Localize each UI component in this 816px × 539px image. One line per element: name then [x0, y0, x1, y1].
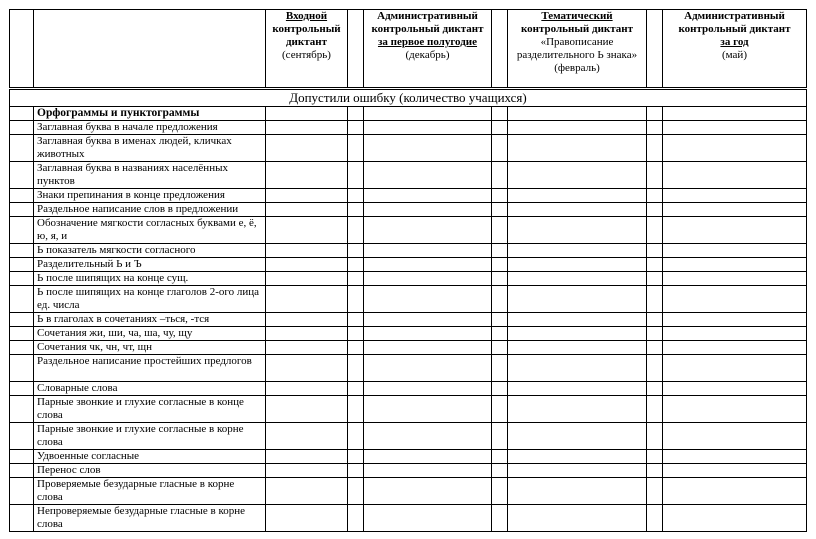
- spacer-cell: [348, 121, 364, 135]
- data-cell[interactable]: [508, 313, 647, 327]
- data-cell[interactable]: [364, 396, 492, 423]
- data-cell[interactable]: [663, 450, 807, 464]
- spacer-cell: [647, 244, 663, 258]
- row-label: Ь в глаголах в сочетаниях –ться, -тся: [34, 313, 266, 327]
- data-cell[interactable]: [364, 286, 492, 313]
- spacer-cell: [348, 355, 364, 382]
- data-cell[interactable]: [364, 107, 492, 121]
- data-cell[interactable]: [364, 505, 492, 532]
- spacer-cell: [348, 464, 364, 478]
- data-cell[interactable]: [364, 327, 492, 341]
- underlined-text: за первое полугодие: [377, 36, 478, 48]
- table-row: [10, 203, 807, 217]
- data-cell[interactable]: [266, 107, 348, 121]
- data-cell[interactable]: [663, 396, 807, 423]
- spacer-cell: [647, 327, 663, 341]
- spacer-cell: [348, 217, 364, 244]
- table-row: [10, 286, 807, 313]
- spacer-cell: [647, 396, 663, 423]
- spacer-cell: [647, 313, 663, 327]
- data-cell[interactable]: [663, 382, 807, 396]
- table-row: [10, 355, 807, 382]
- data-cell[interactable]: [663, 505, 807, 532]
- row-label: Разделительный Ь и Ъ: [34, 258, 266, 272]
- row-label: Раздельное написание слов в предложении: [34, 203, 266, 217]
- data-cell[interactable]: [266, 464, 348, 478]
- table-row: [10, 135, 807, 162]
- column-header-line: контрольный: [272, 23, 341, 35]
- data-cell[interactable]: [663, 423, 807, 450]
- data-cell[interactable]: [266, 135, 348, 162]
- row-label: Проверяемые безударные гласные в корне слова: [34, 478, 266, 505]
- spacer-cell: [348, 272, 364, 286]
- data-cell[interactable]: [508, 135, 647, 162]
- row-label: Перенос слов: [34, 464, 266, 478]
- error-analysis-table: [9, 9, 807, 532]
- index-cell: [10, 478, 34, 505]
- column-header-line: (февраль): [554, 62, 600, 74]
- data-cell[interactable]: [663, 217, 807, 244]
- row-label: Удвоенные согласные: [34, 450, 266, 464]
- spacer-cell: [647, 272, 663, 286]
- data-cell[interactable]: [266, 478, 348, 505]
- spacer-cell: [348, 382, 364, 396]
- spacer-cell: [348, 478, 364, 505]
- data-cell[interactable]: [663, 203, 807, 217]
- spacer-cell: [492, 341, 508, 355]
- data-cell[interactable]: [508, 258, 647, 272]
- data-cell[interactable]: [663, 464, 807, 478]
- data-cell[interactable]: [663, 286, 807, 313]
- column-header-line: (сентябрь): [282, 49, 331, 61]
- index-cell: [10, 450, 34, 464]
- spacer-cell: [492, 258, 508, 272]
- data-cell[interactable]: [266, 382, 348, 396]
- data-cell[interactable]: [364, 382, 492, 396]
- table-body: [10, 10, 807, 532]
- index-cell: [10, 272, 34, 286]
- data-cell[interactable]: [266, 121, 348, 135]
- index-cell: [10, 121, 34, 135]
- column-header-thematic-dictation: [508, 10, 647, 89]
- data-cell[interactable]: [663, 244, 807, 258]
- table-row: [10, 478, 807, 505]
- data-cell[interactable]: [508, 355, 647, 382]
- index-cell: [10, 396, 34, 423]
- data-cell[interactable]: [266, 286, 348, 313]
- data-cell[interactable]: [508, 382, 647, 396]
- table-row: [10, 423, 807, 450]
- spacer-cell: [647, 464, 663, 478]
- index-cell: [10, 162, 34, 189]
- spacer-cell: [492, 217, 508, 244]
- banner-text: Допустили ошибку (количество учащихся): [10, 89, 807, 107]
- spacer-cell: [348, 189, 364, 203]
- data-cell[interactable]: [364, 135, 492, 162]
- spacer-cell: [492, 396, 508, 423]
- column-header-line: Административный: [684, 10, 785, 22]
- spacer-cell: [492, 355, 508, 382]
- data-cell[interactable]: [508, 121, 647, 135]
- row-label: Сочетания жи, ши, ча, ша, чу, щу: [34, 327, 266, 341]
- spacer-cell: [348, 203, 364, 217]
- data-cell[interactable]: [266, 505, 348, 532]
- data-cell[interactable]: [663, 162, 807, 189]
- data-cell[interactable]: [663, 107, 807, 121]
- data-cell[interactable]: [508, 272, 647, 286]
- spacer-cell: [348, 258, 364, 272]
- column-header-half-year-dictation: [364, 10, 492, 89]
- spacer-cell: [348, 505, 364, 532]
- index-cell: [10, 135, 34, 162]
- row-label: Раздельное написание простейших предлогов: [34, 355, 266, 382]
- data-cell[interactable]: [364, 450, 492, 464]
- data-cell[interactable]: [508, 423, 647, 450]
- data-cell[interactable]: [266, 189, 348, 203]
- spacer-cell: [647, 450, 663, 464]
- row-label: Заглавная буква в названиях населённых пунктов: [34, 162, 266, 189]
- spacer-cell: [492, 423, 508, 450]
- column-header-line: (декабрь): [405, 49, 450, 61]
- row-label: Непроверяемые безударные гласные в корне слова: [34, 505, 266, 532]
- data-cell[interactable]: [663, 272, 807, 286]
- column-header-year-dictation: [663, 10, 807, 89]
- data-cell[interactable]: [364, 478, 492, 505]
- row-label: Ь после шипящих на конце сущ.: [34, 272, 266, 286]
- data-cell[interactable]: [266, 313, 348, 327]
- data-cell[interactable]: [663, 258, 807, 272]
- data-cell[interactable]: [266, 203, 348, 217]
- index-cell: [10, 355, 34, 382]
- spacer-cell: [348, 423, 364, 450]
- data-cell[interactable]: [364, 341, 492, 355]
- spacer-cell: [492, 313, 508, 327]
- spacer-cell: [492, 450, 508, 464]
- row-label: Ь после шипящих на конце глаголов 2-ого лица ед. числа: [34, 286, 266, 313]
- table-row: [10, 505, 807, 532]
- spacer-cell: [647, 258, 663, 272]
- column-header-entry-dictation: [266, 10, 348, 89]
- spacer-cell: [492, 189, 508, 203]
- data-cell[interactable]: [508, 450, 647, 464]
- spacer-cell: [348, 107, 364, 121]
- data-cell[interactable]: [508, 217, 647, 244]
- index-cell: [10, 423, 34, 450]
- data-cell[interactable]: [663, 327, 807, 341]
- spacer-cell: [492, 286, 508, 313]
- data-cell[interactable]: [364, 355, 492, 382]
- column-header-line: (май): [722, 49, 747, 61]
- data-cell[interactable]: [663, 121, 807, 135]
- spacer-cell: [647, 355, 663, 382]
- table-row: [10, 272, 807, 286]
- spacer-cell: [647, 382, 663, 396]
- spacer-cell: [348, 450, 364, 464]
- table-row: [10, 189, 807, 203]
- data-cell[interactable]: [364, 189, 492, 203]
- data-cell[interactable]: [266, 423, 348, 450]
- underlined-text: за год: [720, 36, 749, 48]
- column-header-line: [666, 36, 803, 49]
- data-cell[interactable]: [663, 341, 807, 355]
- data-cell[interactable]: [266, 258, 348, 272]
- index-cell: [10, 464, 34, 478]
- table-row: [10, 464, 807, 478]
- spacer-cell: [647, 341, 663, 355]
- data-cell[interactable]: [508, 203, 647, 217]
- data-cell[interactable]: [364, 464, 492, 478]
- data-cell[interactable]: [663, 189, 807, 203]
- spacer-cell: [492, 203, 508, 217]
- data-cell[interactable]: [364, 203, 492, 217]
- row-label: Заглавная буква в начале предложения: [34, 121, 266, 135]
- index-cell: [10, 189, 34, 203]
- table-row: [10, 382, 807, 396]
- banner-row: [10, 89, 807, 107]
- data-cell[interactable]: [663, 355, 807, 382]
- data-cell[interactable]: [508, 327, 647, 341]
- index-cell: [10, 217, 34, 244]
- spacer-cell: [492, 135, 508, 162]
- data-cell[interactable]: [266, 217, 348, 244]
- data-cell[interactable]: [508, 396, 647, 423]
- underlined-text: Входной: [285, 10, 328, 22]
- spacer-cell: [492, 10, 508, 89]
- spacer-cell: [348, 313, 364, 327]
- data-cell[interactable]: [508, 478, 647, 505]
- data-cell[interactable]: [508, 505, 647, 532]
- data-cell[interactable]: [364, 217, 492, 244]
- spacer-cell: [492, 272, 508, 286]
- column-header-line: диктант: [285, 36, 328, 48]
- index-cell: [10, 286, 34, 313]
- data-cell[interactable]: [266, 355, 348, 382]
- column-header-line: Административный: [377, 10, 478, 22]
- data-cell[interactable]: [266, 272, 348, 286]
- data-cell[interactable]: [266, 244, 348, 258]
- table-row: [10, 162, 807, 189]
- table-row: [10, 396, 807, 423]
- spacer-cell: [647, 162, 663, 189]
- row-label: Заглавная буква в именах людей, кличках животных: [34, 135, 266, 162]
- section-title: Орфограммы и пунктограммы: [34, 107, 266, 121]
- row-label: Сочетания чк, чн, чт, щн: [34, 341, 266, 355]
- index-cell: [10, 327, 34, 341]
- label-header-cell: [34, 10, 266, 89]
- column-header-line: контрольный диктант: [520, 23, 634, 35]
- section-row: [10, 107, 807, 121]
- spacer-cell: [492, 464, 508, 478]
- index-cell: [10, 244, 34, 258]
- spacer-cell: [647, 217, 663, 244]
- data-cell[interactable]: [663, 135, 807, 162]
- spacer-cell: [348, 286, 364, 313]
- column-header-line: [367, 36, 488, 49]
- data-cell[interactable]: [266, 327, 348, 341]
- table-row: [10, 121, 807, 135]
- spacer-cell: [348, 396, 364, 423]
- data-cell[interactable]: [663, 313, 807, 327]
- data-cell[interactable]: [508, 341, 647, 355]
- data-cell[interactable]: [364, 121, 492, 135]
- index-header-cell: [10, 10, 34, 89]
- row-label: Парные звонкие и глухие согласные в конце слова: [34, 396, 266, 423]
- data-cell[interactable]: [266, 162, 348, 189]
- spacer-cell: [647, 203, 663, 217]
- column-header-line: [511, 10, 643, 23]
- spacer-cell: [647, 107, 663, 121]
- column-header-line: «Правописание: [540, 36, 614, 48]
- spacer-cell: [647, 121, 663, 135]
- table-row: [10, 244, 807, 258]
- data-cell[interactable]: [508, 107, 647, 121]
- data-cell[interactable]: [508, 464, 647, 478]
- spacer-cell: [348, 341, 364, 355]
- table-row: [10, 258, 807, 272]
- spacer-cell: [492, 121, 508, 135]
- index-cell: [10, 382, 34, 396]
- data-cell[interactable]: [364, 162, 492, 189]
- spacer-cell: [348, 135, 364, 162]
- spacer-cell: [647, 135, 663, 162]
- underlined-text: Тематический: [541, 10, 613, 22]
- data-cell[interactable]: [364, 244, 492, 258]
- column-header-line: [269, 10, 344, 23]
- index-cell: [10, 505, 34, 532]
- spacer-cell: [348, 244, 364, 258]
- data-cell[interactable]: [508, 189, 647, 203]
- spacer-cell: [492, 162, 508, 189]
- column-header-line: разделительного Ь знака»: [516, 49, 638, 61]
- data-cell[interactable]: [364, 313, 492, 327]
- spacer-cell: [492, 107, 508, 121]
- table-row: [10, 327, 807, 341]
- row-label: Парные звонкие и глухие согласные в корне слова: [34, 423, 266, 450]
- data-cell[interactable]: [266, 341, 348, 355]
- spacer-cell: [492, 478, 508, 505]
- table-row: [10, 313, 807, 327]
- spacer-cell: [647, 423, 663, 450]
- index-cell: [10, 107, 34, 121]
- data-cell[interactable]: [364, 272, 492, 286]
- row-label: Ь показатель мягкости согласного: [34, 244, 266, 258]
- row-label: Знаки препинания в конце предложения: [34, 189, 266, 203]
- data-cell[interactable]: [508, 162, 647, 189]
- index-cell: [10, 341, 34, 355]
- data-cell[interactable]: [364, 423, 492, 450]
- data-cell[interactable]: [508, 244, 647, 258]
- row-label: Словарные слова: [34, 382, 266, 396]
- spacer-cell: [647, 189, 663, 203]
- data-cell[interactable]: [364, 258, 492, 272]
- table-row: [10, 341, 807, 355]
- spacer-cell: [492, 382, 508, 396]
- index-cell: [10, 313, 34, 327]
- spacer-cell: [348, 10, 364, 89]
- spacer-cell: [348, 162, 364, 189]
- column-header-line: контрольный диктант: [678, 23, 791, 35]
- data-cell[interactable]: [266, 450, 348, 464]
- column-header-line: контрольный диктант: [371, 23, 484, 35]
- data-cell[interactable]: [508, 286, 647, 313]
- index-cell: [10, 203, 34, 217]
- table-row: [10, 450, 807, 464]
- index-cell: [10, 258, 34, 272]
- spacer-cell: [492, 327, 508, 341]
- spacer-cell: [492, 505, 508, 532]
- data-cell[interactable]: [266, 396, 348, 423]
- spacer-cell: [647, 478, 663, 505]
- spacer-cell: [348, 327, 364, 341]
- spacer-cell: [492, 244, 508, 258]
- spacer-cell: [647, 10, 663, 89]
- row-label: Обозначение мягкости согласных буквами е, ё, ю, я, и: [34, 217, 266, 244]
- spacer-cell: [647, 286, 663, 313]
- spacer-cell: [647, 505, 663, 532]
- header-row: [10, 10, 807, 89]
- data-cell[interactable]: [663, 478, 807, 505]
- table-row: [10, 217, 807, 244]
